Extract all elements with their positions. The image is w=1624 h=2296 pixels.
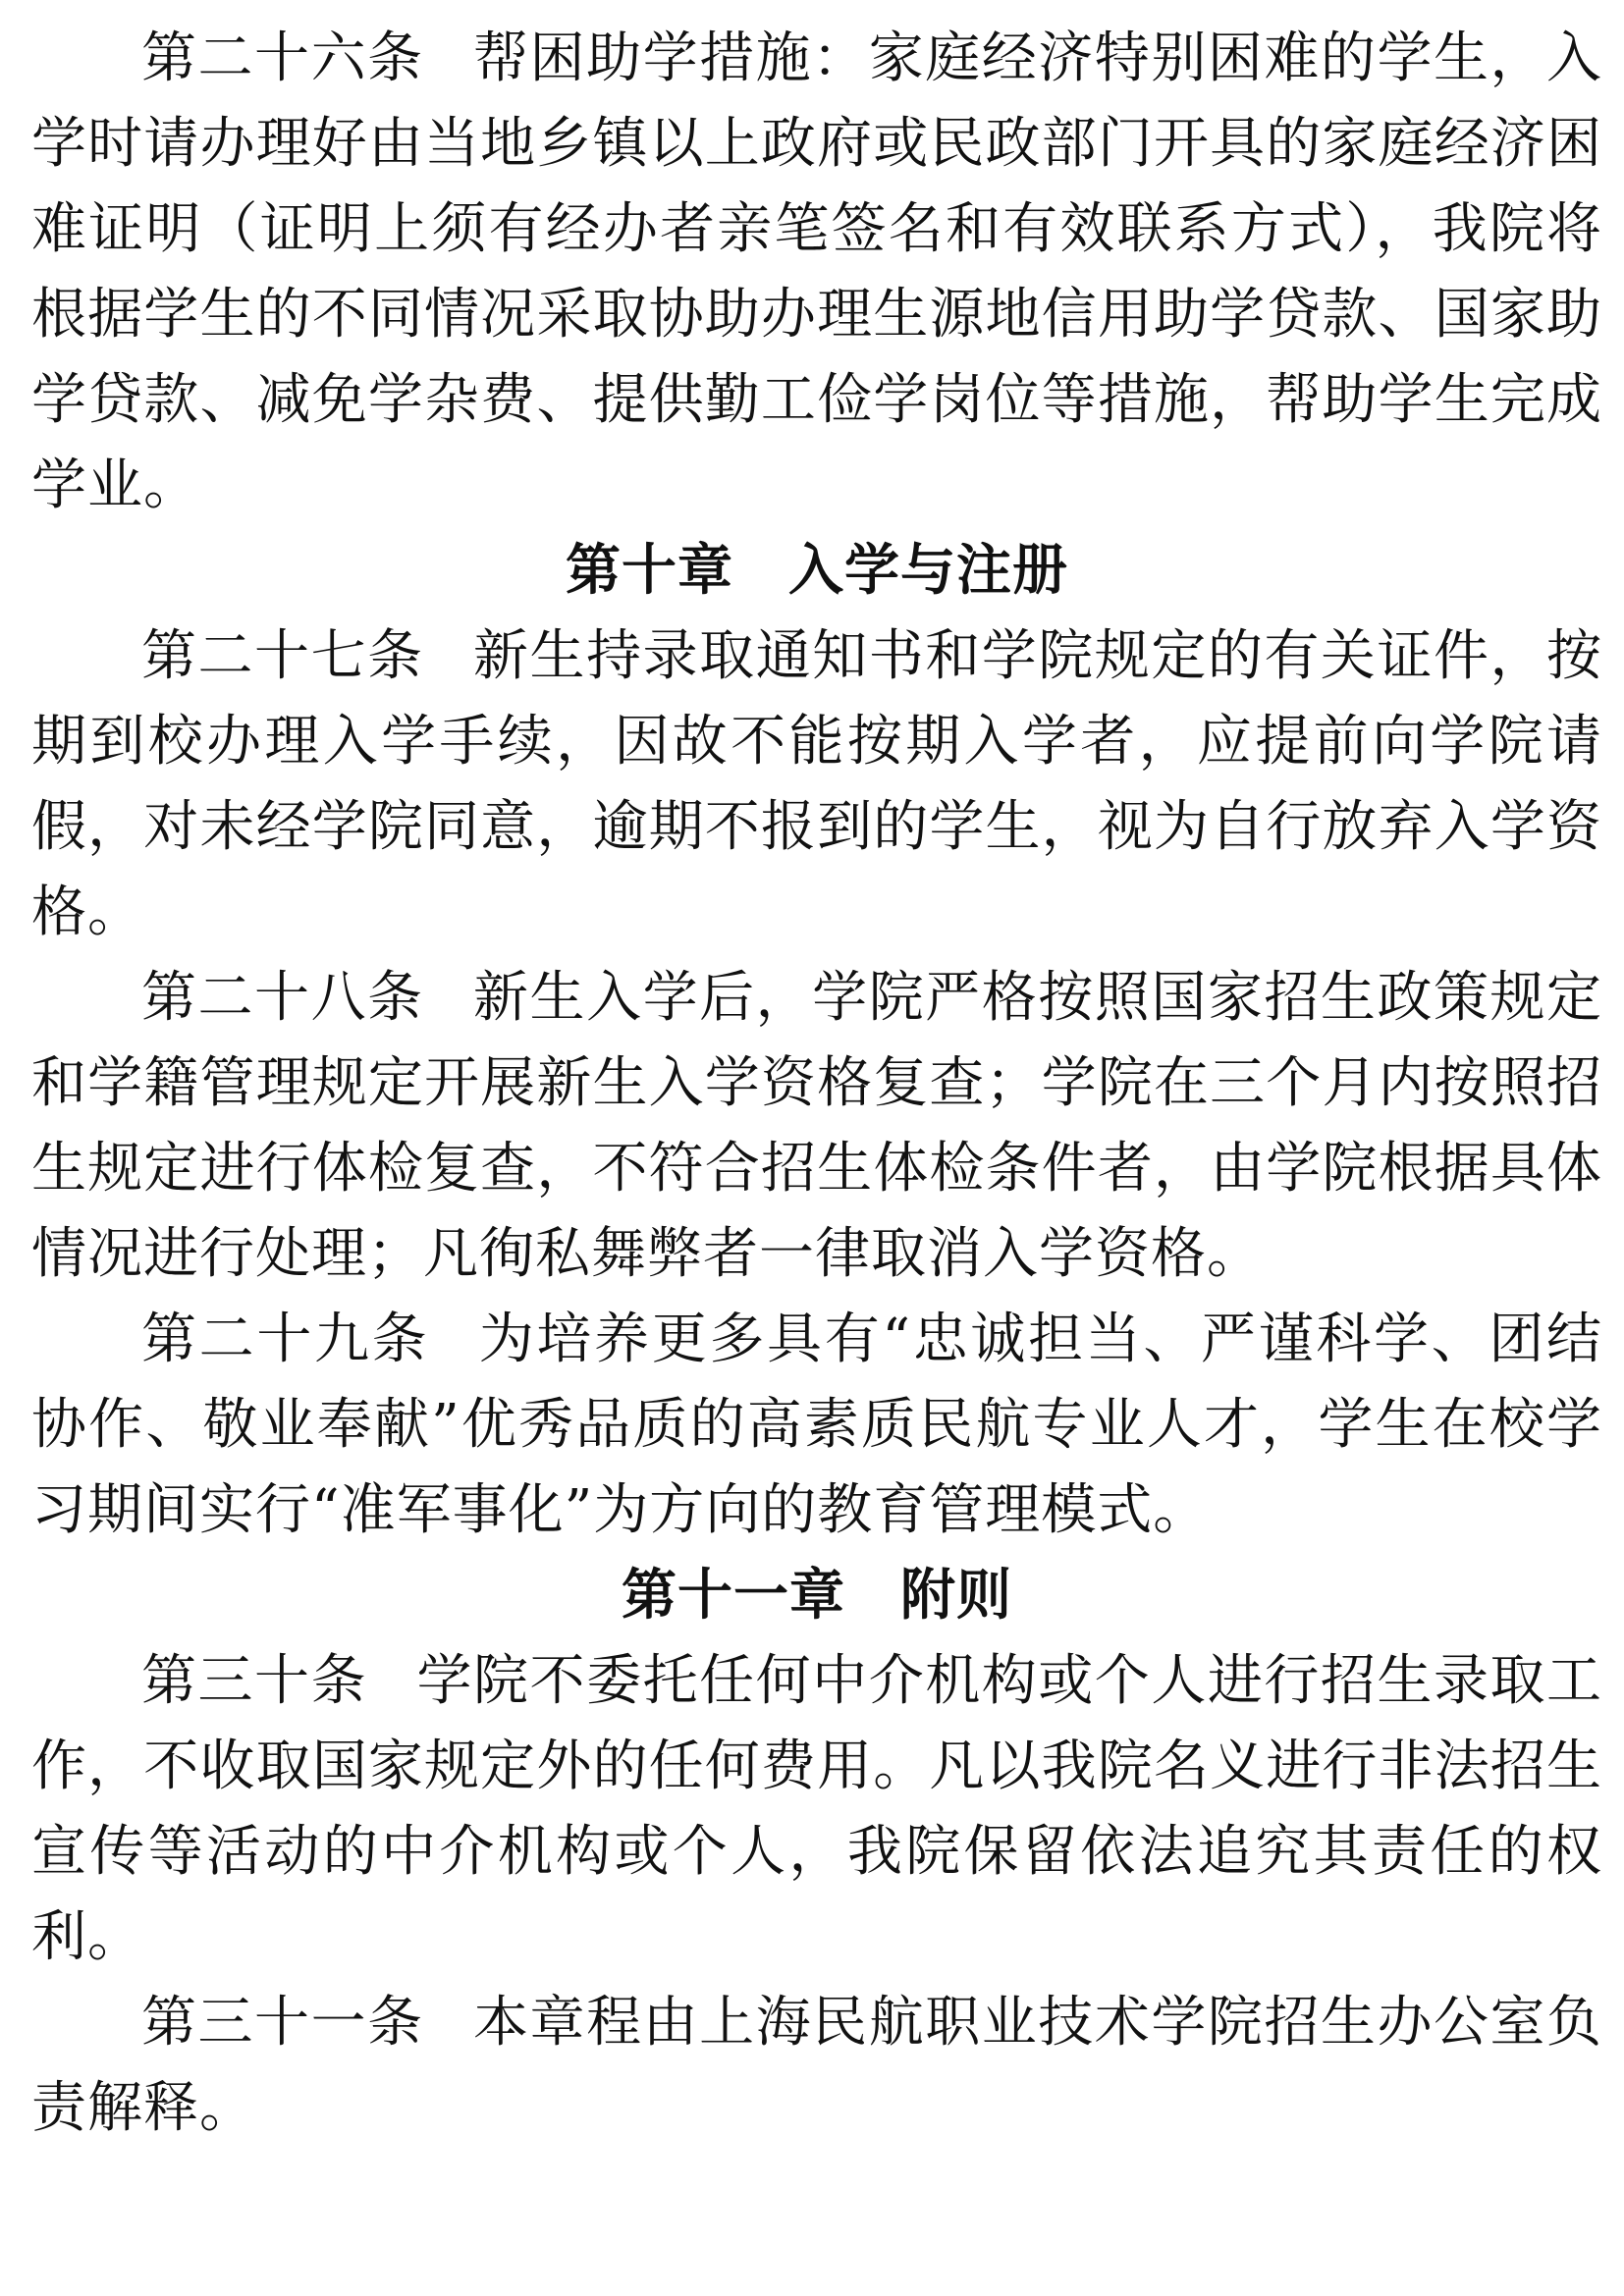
article-text: 学院不委托任何中介机构或个人进行招生录取工作，不收取国家规定外的任何费用。凡以我院名义进行非法招生宣传等活动的中介机构或个人，我院保留依法追究其责任的权利。: [31, 1649, 1603, 1969]
article-number: 第二十六条: [141, 27, 424, 90]
article-number: 第二十九条: [141, 1308, 430, 1371]
article-number: 第三十条: [141, 1649, 368, 1713]
chapter-title: 入学与注册: [788, 538, 1068, 603]
chapter-number: 第十章: [566, 538, 733, 603]
article-30: [31, 1638, 1602, 1980]
article-29: [31, 1297, 1602, 1553]
chapter-11-heading: [31, 1553, 1602, 1638]
document-page: [31, 0, 1602, 2296]
chapter-number: 第十一章: [622, 1563, 845, 1628]
article-31: [31, 1980, 1602, 2151]
chapter-title: 附则: [900, 1563, 1012, 1628]
chapter-10-heading: [31, 528, 1602, 614]
article-text: 为培养更多具有“忠诚担当、严谨科学、团结协作、敬业奉献”优秀品质的高素质民航专业人才，学生在校学习期间实行“准军事化”为方向的教育管理模式。: [31, 1308, 1602, 1542]
article-number: 第二十八条: [141, 966, 424, 1030]
article-number: 第三十一条: [141, 1991, 424, 2055]
article-text: 帮困助学措施：家庭经济特别困难的学生，入学时请办理好由当地乡镇以上政府或民政部门开具的家庭经济困难证明（证明上须有经办者亲笔签名和有效联系方式），我院将根据学生的不同情况采取协助办理生源地信用助学贷款、国家助学贷款、减免学杂费、提供勤工俭学岗位等措施，帮助学生完成学业。: [31, 27, 1603, 517]
article-27: [31, 614, 1602, 955]
article-text: 新生入学后，学院严格按照国家招生政策规定和学籍管理规定开展新生入学资格复查；学院在三个月内按照招生规定进行体检复查，不符合招生体检条件者，由学院根据具体情况进行处理；凡徇私舞弊者一律取消入学资格。: [31, 966, 1603, 1286]
article-text: 新生持录取通知书和学院规定的有关证件，按期到校办理入学手续，因故不能按期入学者，应提前向学院请假，对未经学院同意，逾期不报到的学生，视为自行放弃入学资格。: [31, 624, 1603, 944]
article-26: [31, 16, 1602, 528]
article-text: 本章程由上海民航职业技术学院招生办公室负责解释。: [31, 1991, 1603, 2140]
article-number: 第二十七条: [141, 624, 424, 688]
article-28: [31, 955, 1602, 1297]
